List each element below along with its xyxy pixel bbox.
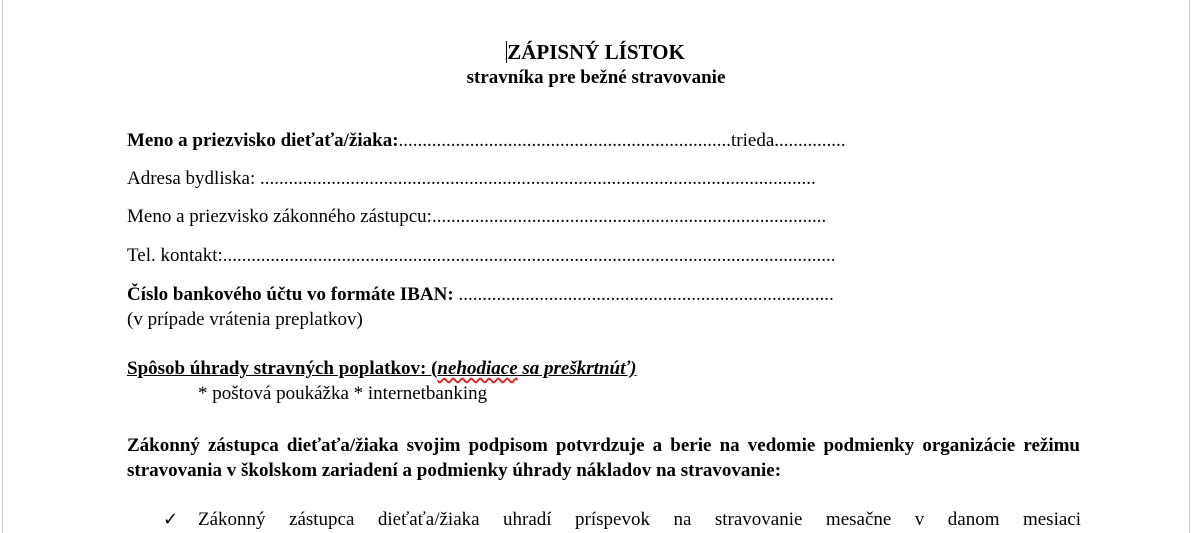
checkmark-icon: ✓: [163, 509, 179, 530]
guardian-dots: ...................................................................................: [431, 206, 827, 227]
document-subtitle: stravníka pre bežné stravovanie: [466, 67, 726, 88]
phone-label: Tel. kontakt:: [127, 245, 223, 266]
address-line[interactable]: [127, 167, 816, 191]
iban-note: (v prípade vrátenia preplatkov): [127, 309, 363, 330]
guardian-label: Meno a priezvisko zákonného zástupcu:: [127, 206, 432, 227]
address-dots: .....................................................................................................................: [259, 168, 816, 189]
checklist-item: [163, 508, 1081, 532]
phone-line[interactable]: [127, 244, 836, 268]
child-name-label: Meno a priezvisko dieťaťa/žiaka:: [127, 130, 399, 151]
class-dots: ...............: [774, 130, 846, 151]
checklist-item-text: Zákonný zástupca dieťaťa/žiaka uhradí príspevok na stravovanie mesačne v danom mesiaci: [198, 509, 1081, 530]
iban-line[interactable]: [127, 283, 834, 307]
address-label: Adresa bydliska:: [127, 168, 260, 189]
guardian-statement: Zákonný zástupca dieťaťa/žiaka svojim podpisom potvrdzuje a berie na vedomie podmienky organizácie režimu stravovania v školskom zariadení a podmienky úhrady nákladov na stravovanie:: [127, 435, 1080, 481]
class-label: trieda: [731, 130, 775, 151]
payment-heading: Spôsob úhrady stravných poplatkov:: [127, 358, 432, 379]
payment-note-rest: sa preškrtnúť): [517, 358, 637, 379]
guardian-line[interactable]: [127, 205, 826, 229]
child-name-dots: ......................................................................: [398, 130, 732, 151]
payment-heading-line: [127, 357, 636, 381]
child-name-line[interactable]: [127, 129, 846, 153]
document-title-wrapper[interactable]: [507, 39, 685, 65]
document-title: ZÁPISNÝ LÍSTOK: [507, 40, 685, 64]
phone-dots: .................................................................................................................................: [222, 245, 836, 266]
iban-label: Číslo bankového účtu vo formáte IBAN:: [127, 284, 459, 305]
payment-note-misspelled-word[interactable]: nehodiace: [437, 358, 518, 379]
payment-note-open: (: [431, 358, 438, 379]
payment-options: * poštová poukážka * internetbanking: [198, 383, 488, 404]
text-cursor: [506, 41, 507, 63]
document-title-row: [0, 39, 1192, 65]
iban-dots: ...............................................................................: [458, 284, 834, 305]
